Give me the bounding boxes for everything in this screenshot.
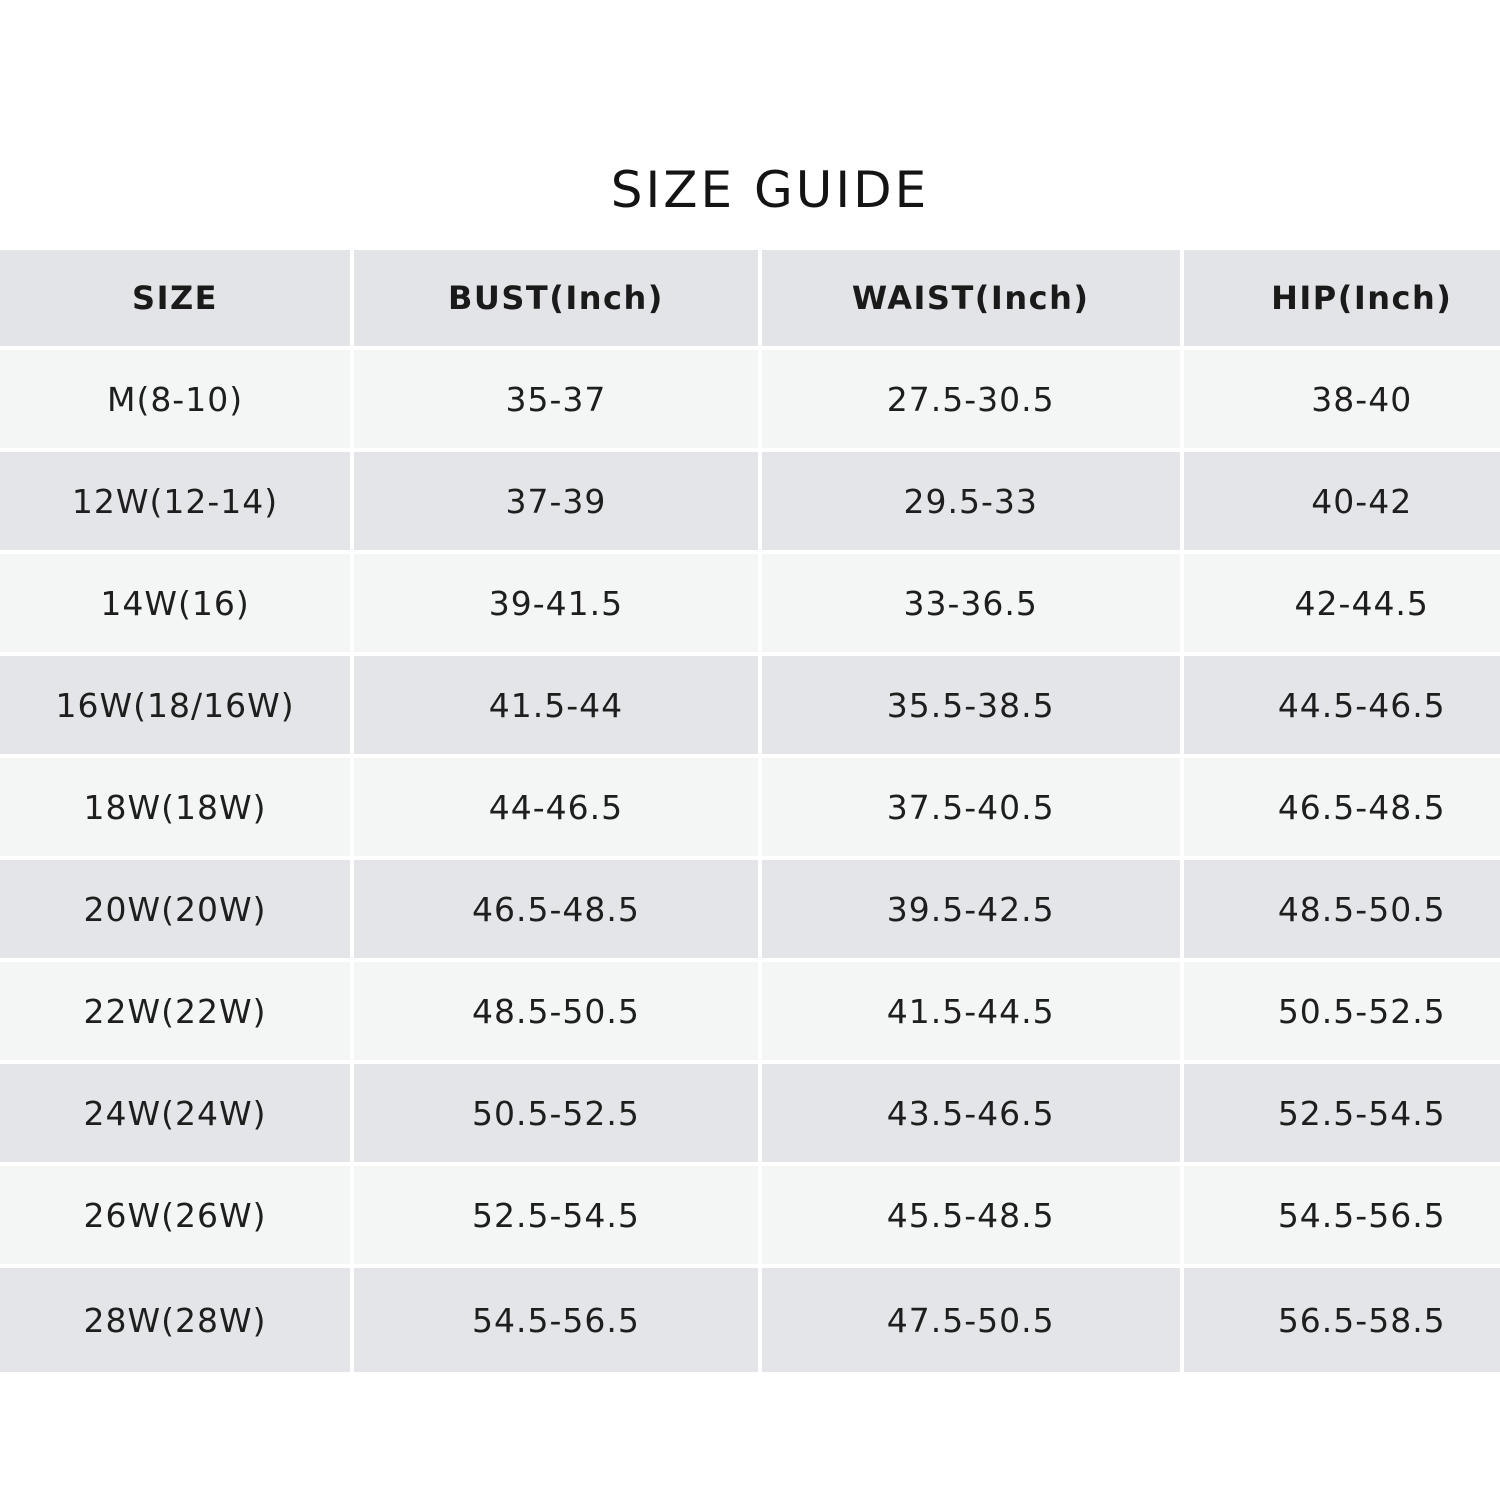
- cell-bust: 50.5-52.5: [354, 1064, 758, 1162]
- cell-bust: 52.5-54.5: [354, 1166, 758, 1264]
- cell-hip: 48.5-50.5: [1184, 860, 1500, 958]
- cell-waist: 47.5-50.5: [762, 1268, 1180, 1372]
- cell-size: 14W(16): [0, 554, 350, 652]
- cell-waist: 37.5-40.5: [762, 758, 1180, 856]
- cell-size: 28W(28W): [0, 1268, 350, 1372]
- cell-size: 16W(18/16W): [0, 656, 350, 754]
- cell-waist: 33-36.5: [762, 554, 1180, 652]
- cell-bust: 35-37: [354, 350, 758, 448]
- cell-bust: 46.5-48.5: [354, 860, 758, 958]
- header-size: SIZE: [0, 250, 350, 346]
- table-header-row: [0, 250, 1500, 346]
- header-waist: WAIST(Inch): [762, 250, 1180, 346]
- table-body: [0, 350, 1500, 1372]
- cell-hip: 40-42: [1184, 452, 1500, 550]
- cell-waist: 45.5-48.5: [762, 1166, 1180, 1264]
- cell-hip: 44.5-46.5: [1184, 656, 1500, 754]
- cell-bust: 37-39: [354, 452, 758, 550]
- size-guide-table: [0, 250, 1500, 1376]
- table-row: [0, 860, 1500, 958]
- cell-bust: 39-41.5: [354, 554, 758, 652]
- cell-waist: 35.5-38.5: [762, 656, 1180, 754]
- cell-hip: 52.5-54.5: [1184, 1064, 1500, 1162]
- table-row: [0, 1268, 1500, 1372]
- cell-waist: 43.5-46.5: [762, 1064, 1180, 1162]
- table-row: [0, 656, 1500, 754]
- header-hip: HIP(Inch): [1184, 250, 1500, 346]
- cell-bust: 54.5-56.5: [354, 1268, 758, 1372]
- cell-waist: 39.5-42.5: [762, 860, 1180, 958]
- cell-hip: 42-44.5: [1184, 554, 1500, 652]
- page-title: SIZE GUIDE: [610, 161, 930, 219]
- table-row: [0, 1166, 1500, 1264]
- cell-bust: 48.5-50.5: [354, 962, 758, 1060]
- cell-bust: 44-46.5: [354, 758, 758, 856]
- table-row: [0, 1064, 1500, 1162]
- table-row: [0, 758, 1500, 856]
- cell-size: M(8-10): [0, 350, 350, 448]
- table-row: [0, 452, 1500, 550]
- cell-size: 20W(20W): [0, 860, 350, 958]
- cell-size: 24W(24W): [0, 1064, 350, 1162]
- cell-waist: 29.5-33: [762, 452, 1180, 550]
- cell-hip: 50.5-52.5: [1184, 962, 1500, 1060]
- table-row: [0, 554, 1500, 652]
- cell-hip: 46.5-48.5: [1184, 758, 1500, 856]
- cell-hip: 38-40: [1184, 350, 1500, 448]
- cell-hip: 54.5-56.5: [1184, 1166, 1500, 1264]
- cell-waist: 41.5-44.5: [762, 962, 1180, 1060]
- table-row: [0, 350, 1500, 448]
- cell-bust: 41.5-44: [354, 656, 758, 754]
- cell-size: 22W(22W): [0, 962, 350, 1060]
- cell-size: 12W(12-14): [0, 452, 350, 550]
- cell-hip: 56.5-58.5: [1184, 1268, 1500, 1372]
- header-bust: BUST(Inch): [354, 250, 758, 346]
- table-row: [0, 962, 1500, 1060]
- cell-size: 18W(18W): [0, 758, 350, 856]
- cell-waist: 27.5-30.5: [762, 350, 1180, 448]
- cell-size: 26W(26W): [0, 1166, 350, 1264]
